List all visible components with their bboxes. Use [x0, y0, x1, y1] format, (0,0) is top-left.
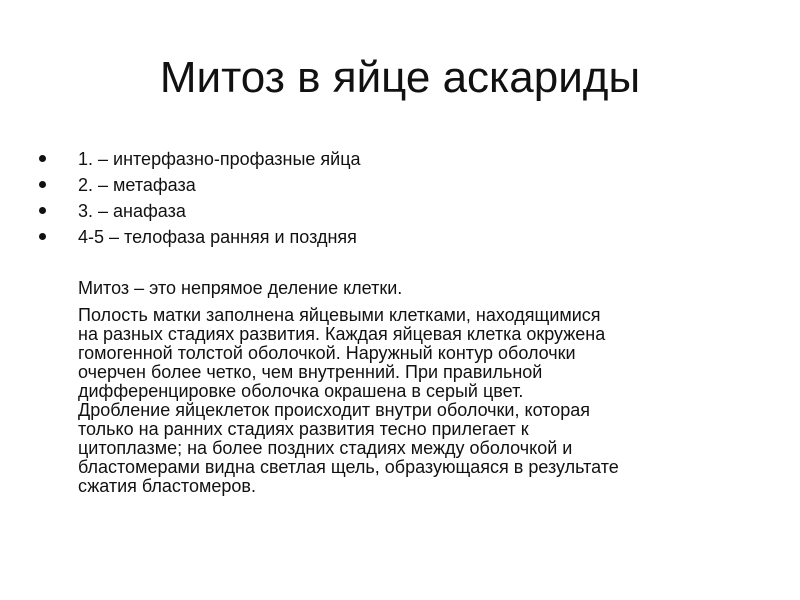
body-text-block [78, 276, 778, 496]
description-line: только на ранних стадиях развития тесно прилегает к [78, 419, 529, 439]
bullet-text: 3. – анафаза [78, 201, 186, 221]
description-line: очерчен более четко, чем внутренний. При правильной [78, 362, 543, 382]
description-line: бластомерами видна светлая щель, образующаяся в результате [78, 457, 619, 477]
description-paragraph [78, 306, 778, 496]
bullet-item [36, 146, 361, 172]
bullet-dot-icon [39, 155, 46, 162]
bullet-text: 2. – метафаза [78, 175, 196, 195]
description-line: Полость матки заполнена яйцевыми клетками, находящимися [78, 305, 601, 325]
mitosis-definition: Митоз – это непрямое деление клетки. [78, 278, 403, 298]
description-line: дифференцировке оболочка окрашена в серый цвет. [78, 381, 524, 401]
description-line: на разных стадиях развития. Каждая яйцевая клетка окружена [78, 324, 606, 344]
bullet-item [36, 198, 361, 224]
bullet-dot-icon [39, 181, 46, 188]
bullet-list [36, 146, 361, 250]
bullet-text: 1. – интерфазно-профазные яйца [78, 149, 361, 169]
description-line: Дробление яйцеклеток происходит внутри оболочки, которая [78, 400, 591, 420]
description-line: гомогенной толстой оболочкой. Наружный контур оболочки [78, 343, 576, 363]
bullet-item [36, 224, 361, 250]
bullet-text: 4-5 – телофаза ранняя и поздняя [78, 227, 357, 247]
slide-title: Митоз в яйце аскариды [159, 53, 641, 102]
bullet-dot-icon [39, 207, 46, 214]
bullet-item [36, 172, 361, 198]
bullet-dot-icon [39, 233, 46, 240]
description-line: сжатия бластомеров. [78, 476, 256, 496]
description-line: цитоплазме; на более поздних стадиях между оболочкой и [78, 438, 573, 458]
